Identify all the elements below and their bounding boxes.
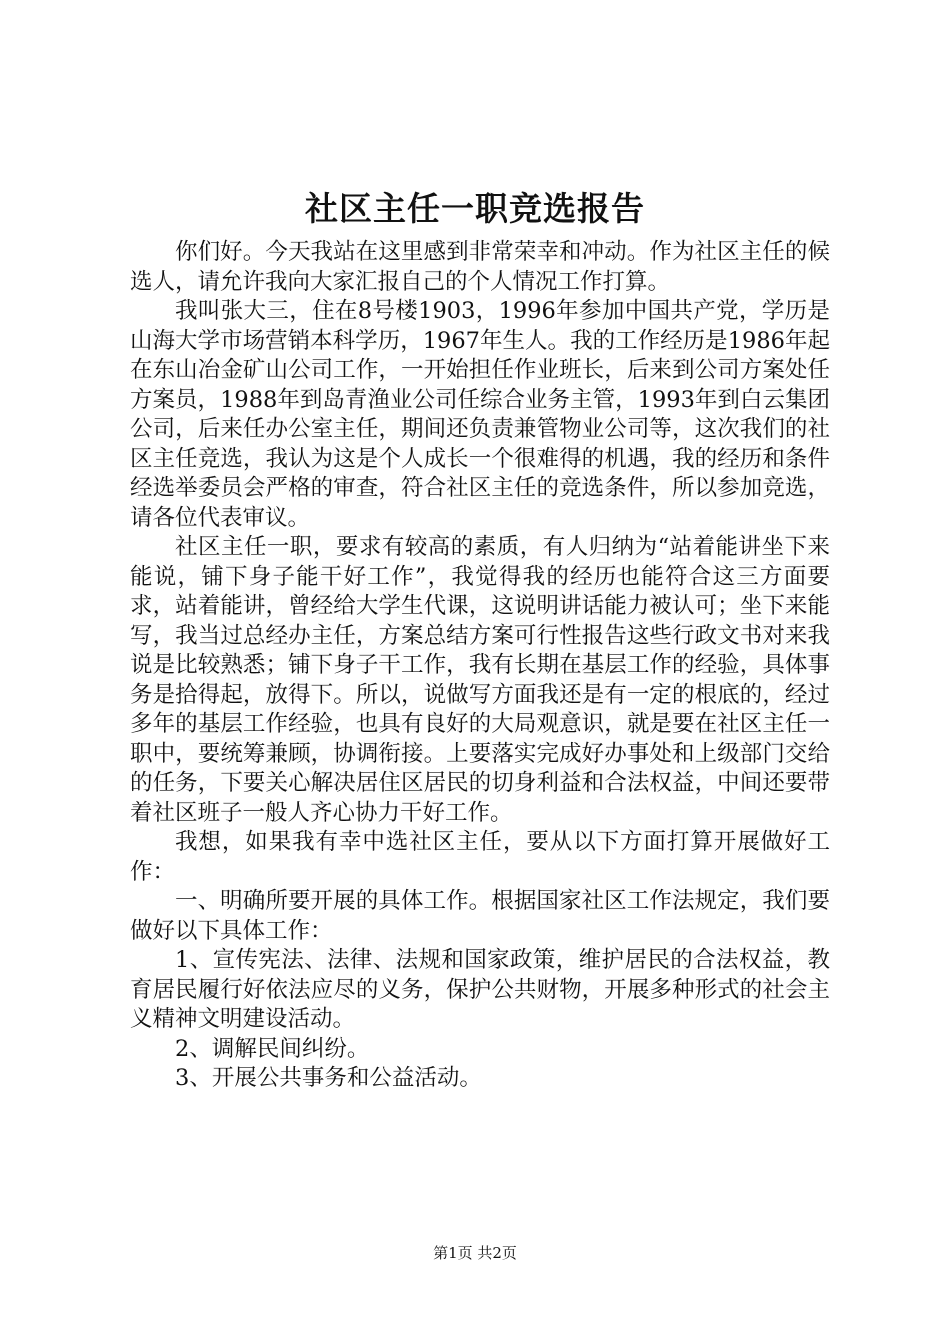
paragraph-section-one: 一、明确所要开展的具体工作。根据国家社区工作法规定，我们要做好以下具体工作： (130, 888, 830, 944)
document-title: 社区主任一职竞选报告 (305, 189, 645, 228)
document-body (130, 238, 830, 1094)
page-number-footer: 第1页 共2页 (433, 1244, 517, 1262)
paragraph-item-1: 1、宣传宪法、法律、法规和国家政策，维护居民的合法权益，教育居民履行好依法应尽的义务，保护公共财物，开展多种形式的社会主义精神文明建设活动。 (130, 947, 830, 1032)
paragraph-greeting: 你们好。今天我站在这里感到非常荣幸和冲动。作为社区主任的候选人，请允许我向大家汇报自己的个人情况工作打算。 (130, 239, 830, 295)
paragraph-qualifications: 社区主任一职，要求有较高的素质，有人归纳为“站着能讲坐下来能说，铺下身子能干好工作”，我觉得我的经历也能符合这三方面要求，站着能讲，曾经给大学生代课，这说明讲话能力被认可；坐下来能写，我当过总经办主任，方案总结方案可行性报告这些行政文书对来我说是比较熟悉；铺下身子干工作，我有长期在基层工作的经验，具体事务是拾得起，放得下。所以，说做写方面我还是有一定的根底的，经过多年的基层工作经验，也具有良好的大局观意识，就是要在社区主任一职中，要统筹兼顾，协调衔接。上要落实完成好办事处和上级部门交给的任务，下要关心解决居住区居民的切身利益和合法权益，中间还要带着社区班子一般人齐心协力干好工作。 (130, 534, 830, 826)
paragraph-item-3: 3、开展公共事务和公益活动。 (175, 1065, 482, 1091)
paragraph-plan-intro: 我想，如果我有幸中选社区主任，要从以下方面打算开展做好工作： (130, 829, 830, 885)
paragraph-item-2: 2、调解民间纠纷。 (175, 1035, 370, 1062)
paragraph-personal-background: 我叫张大三，住在8号楼1903，1996年参加中国共产党，学历是山海大学市场营销本科学历，1967年生人。我的工作经历是1986年起在东山冶金矿山公司工作，一开始担任作业班长，后来到公司方案处任方案员，1988年到岛青渔业公司任综合业务主管，1993年到白云集团公司，后来任办公室主任，期间还负责兼管物业公司等，这次我们的社区主任竞选，我认为这是个人成长一个很难得的机遇，我的经历和条件经选举委员会严格的审查，符合社区主任的竞选条件，所以参加竞选，请各位代表审议。 (130, 298, 830, 531)
